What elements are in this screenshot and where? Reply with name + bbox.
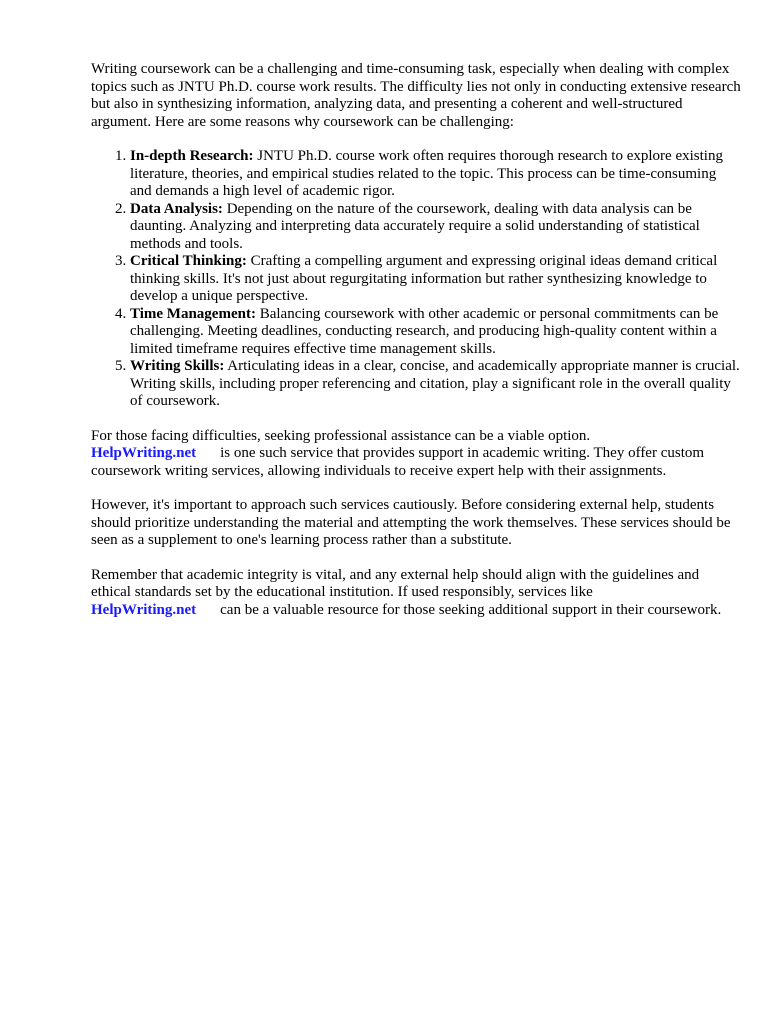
reason-title: Data Analysis: bbox=[130, 200, 223, 217]
integrity-paragraph bbox=[91, 567, 741, 620]
integrity-text-before: Remember that academic integrity is vital, and any external help should align with the guidelines and ethical standards set by the educational institution. If used responsibly, services like bbox=[91, 566, 700, 600]
reason-title: In-depth Research: bbox=[130, 148, 254, 164]
reason-title: Writing Skills: bbox=[130, 358, 225, 374]
intro-paragraph: Writing coursework can be a challenging and time-consuming task, especially when dealing with complex topics such as JNTU Ph.D. course work results. The difficulty lies not only in conducting extensive research but also in synthesizing information, analyzing data, and presenting a coherent and well-structured argument. Here are some reasons why coursework can be challenging: bbox=[91, 61, 741, 130]
document-body bbox=[91, 61, 741, 636]
list-item bbox=[130, 306, 741, 359]
reason-title: Critical Thinking: bbox=[130, 253, 247, 269]
assistance-text-after: is one such service that provides support in academic writing. They offer custom coursework writing services, allowing individuals to receive expert help with their assignments. bbox=[91, 445, 705, 479]
integrity-text-after: can be a valuable resource for those seeking additional support in their coursework. bbox=[220, 601, 722, 618]
reasons-list bbox=[91, 148, 741, 411]
reason-text: Depending on the nature of the coursework, dealing with data analysis can be daunting. Analyzing and interpreting data accurately require a solid understanding of statistical methods and tools. bbox=[130, 200, 700, 252]
list-item bbox=[130, 148, 741, 201]
list-item bbox=[130, 253, 741, 306]
reason-title: Time Management: bbox=[130, 305, 256, 322]
assistance-paragraph bbox=[91, 428, 741, 481]
helpwriting-link[interactable]: HelpWriting.net bbox=[91, 601, 197, 618]
reason-text: Balancing coursework with other academic or personal commitments can be challenging. Meeting deadlines, conducting research, and producing high-quality content within a limited timeframe requires effective time management skills. bbox=[130, 305, 719, 357]
caution-paragraph: However, it's important to approach such services cautiously. Before considering external help, students should prioritize understanding the material and attempting the work themselves. These services should be seen as a supplement to one's learning process rather than a substitute. bbox=[91, 497, 731, 548]
helpwriting-link[interactable]: HelpWriting.net bbox=[91, 445, 197, 461]
list-item bbox=[130, 358, 741, 411]
list-item bbox=[130, 201, 741, 254]
reason-text: Articulating ideas in a clear, concise, and academically appropriate manner is crucial. Writing skills, including proper referencing and citation, play a significant role in the overall quality of coursework. bbox=[130, 358, 740, 409]
assistance-text-before: For those facing difficulties, seeking professional assistance can be a viable option. bbox=[91, 427, 591, 444]
reason-text: Crafting a compelling argument and expressing original ideas demand critical thinking skills. It's not just about regurgitating information but rather synthesizing knowledge to develop a unique perspective. bbox=[130, 253, 718, 304]
reason-text: JNTU Ph.D. course work often requires thorough research to explore existing literature, theories, and empirical studies related to the topic. This process can be time-consuming and demands a high level of academic rigor. bbox=[130, 148, 723, 199]
